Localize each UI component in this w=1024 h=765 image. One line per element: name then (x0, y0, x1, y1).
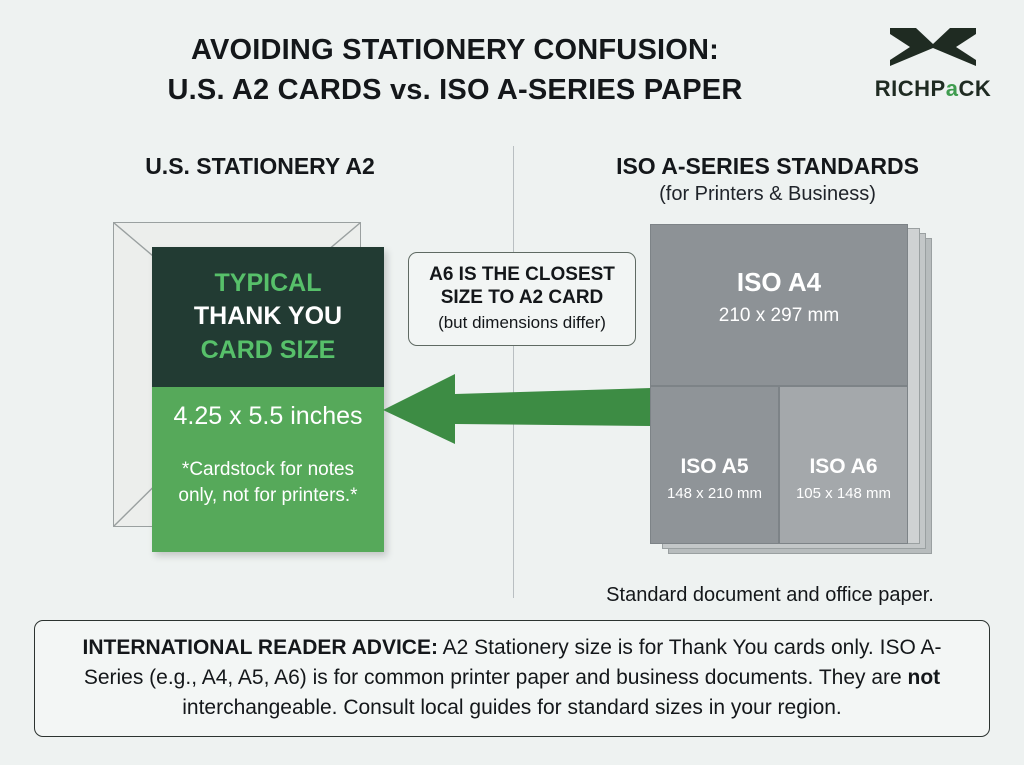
advice-text-part-2: interchangeable. Consult local guides for standard sizes in your region. (182, 695, 842, 719)
comparison-arrow-icon (383, 368, 651, 448)
page-title (60, 30, 850, 110)
richpack-diamond-icon (866, 22, 1000, 72)
iso-a5-dimensions: 148 x 210 mm (666, 485, 763, 502)
iso-a6-block (779, 386, 908, 544)
title-line-1: AVOIDING STATIONERY CONFUSION: (190, 34, 719, 66)
card-dimensions: 4.25 x 5.5 inches (173, 402, 363, 430)
iso-a6-name: ISO A6 (809, 455, 878, 478)
a2-card-graphic (152, 247, 384, 552)
advice-text-part-1: A2 Stationery size is for Thank You cards only. ISO A-Series (e.g., A4, A5, A6) is for common printer paper and business documents. They are (83, 636, 942, 689)
brand-name-part1: RICHP (874, 76, 946, 101)
brand-name-accent: a (945, 76, 959, 101)
callout-line-3: (but dimensions differ) (438, 313, 606, 333)
left-column-heading: U.S. STATIONERY A2 (145, 153, 375, 179)
title-line-2: U.S. A2 CARDS vs. ISO A-SERIES PAPER (167, 74, 743, 107)
card-detail-block (152, 387, 384, 552)
brand-name (866, 76, 1000, 102)
card-note-line-2: only, not for printers.* (178, 484, 358, 506)
iso-a6-dimensions: 105 x 148 mm (795, 485, 892, 502)
card-note-line-1: *Cardstock for notes (181, 459, 355, 480)
brand-logo (866, 22, 1000, 102)
card-title-line-2: THANK YOU (193, 302, 343, 331)
advice-emphasis: not (907, 665, 941, 689)
iso-paper-stack (650, 224, 940, 554)
right-column-subheading: (for Printers & Business) (659, 183, 876, 205)
card-note (152, 457, 384, 508)
iso-caption: Standard document and office paper. (606, 584, 934, 606)
card-title-line-1: TYPICAL (214, 269, 322, 298)
reader-advice-box (34, 620, 990, 737)
iso-a5-name: ISO A5 (680, 455, 749, 478)
brand-name-part2: CK (958, 76, 992, 101)
callout-line-1: A6 IS THE CLOSEST (429, 264, 615, 285)
iso-a4-dimensions: 210 x 297 mm (718, 305, 840, 326)
iso-a4-name: ISO A4 (736, 267, 822, 297)
card-title-block (152, 247, 384, 387)
callout-line-2: SIZE TO A2 CARD (440, 287, 604, 309)
iso-a5-block (650, 386, 779, 544)
callout-box (408, 252, 636, 346)
card-title-line-3: CARD SIZE (200, 335, 336, 364)
right-column-heading (545, 153, 990, 206)
iso-a4-block (650, 224, 908, 386)
advice-label: INTERNATIONAL READER ADVICE: (82, 636, 438, 659)
right-column-heading-text: ISO A-SERIES STANDARDS (616, 153, 919, 179)
